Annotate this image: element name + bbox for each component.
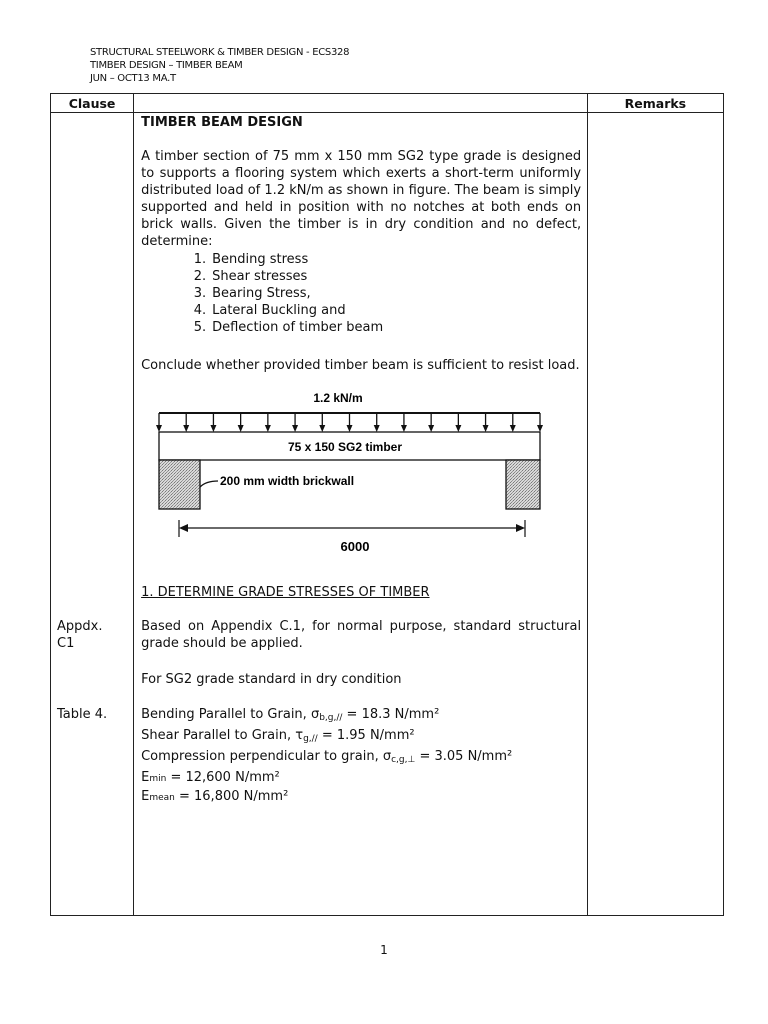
dim-left-arrow bbox=[179, 524, 188, 532]
left-brickwall bbox=[159, 460, 200, 509]
load-arrow-head bbox=[265, 425, 271, 432]
grade-stress-list bbox=[141, 706, 581, 807]
bending-stress-line: Bending Parallel to Grain, $\sigma_{b,g,//} = 18.3$ N/mm² bbox=[141, 707, 440, 723]
appendix-explanation: Based on Appendix C.1, for normal purpose, standard structural grade should be applied. bbox=[141, 619, 582, 651]
compression-stress-line: Compression perpendicular to grain, $\sigma_{c,g,\perp} = 3.05$ N/mm² bbox=[141, 749, 513, 765]
list-item: 5. Deflection of timber beam bbox=[193, 320, 384, 335]
page-number: 1 bbox=[380, 943, 388, 957]
section-title: TIMBER BEAM DESIGN bbox=[141, 115, 303, 130]
problem-statement: A timber section of 75 mm x 150 mm SG2 type grade is designed to supports a flooring system which exerts a short-term uniformly distributed load of 1.2 kN/m as shown in figure. The beam is simply supported and held in position with no notches at both ends on brick walls. Given the timber is in dry condition and no defect, determine: bbox=[141, 149, 582, 249]
load-arrow-head bbox=[455, 425, 461, 432]
main-column-header bbox=[134, 94, 588, 113]
clause-column-header: Clause bbox=[51, 94, 134, 113]
load-arrow-head bbox=[211, 425, 217, 432]
table-body-row bbox=[51, 113, 724, 916]
load-arrow-head bbox=[347, 425, 353, 432]
load-arrow-head bbox=[428, 425, 434, 432]
right-brickwall bbox=[506, 460, 540, 509]
emean-line: Emean = 16,800 N/mm² bbox=[141, 789, 289, 804]
wall-leader-line bbox=[200, 481, 218, 487]
load-arrow-head bbox=[319, 425, 325, 432]
clause-appendix: Appdx. C1 bbox=[57, 619, 103, 651]
design-table bbox=[50, 93, 724, 916]
clause-cell bbox=[51, 113, 134, 916]
clause-table4: Table 4. bbox=[57, 707, 108, 722]
load-arrow-head bbox=[510, 425, 516, 432]
list-item: 1. Bending stress bbox=[193, 252, 309, 267]
header-course: STRUCTURAL STEELWORK & TIMBER DESIGN - ECS328 bbox=[90, 47, 350, 58]
load-label: 1.2 kN/m bbox=[313, 391, 363, 405]
load-arrow-head bbox=[401, 425, 407, 432]
load-arrow-head bbox=[483, 425, 489, 432]
load-arrow-head bbox=[374, 425, 380, 432]
wall-label: 200 mm width brickwall bbox=[220, 474, 355, 488]
main-content-cell bbox=[134, 113, 588, 916]
dim-right-arrow bbox=[516, 524, 525, 532]
load-arrow-head bbox=[183, 425, 189, 432]
list-item: 2. Shear stresses bbox=[193, 269, 308, 284]
conclusion-instruction: Conclude whether provided timber beam is sufficient to resist load. bbox=[141, 358, 580, 373]
emin-line: Emin = 12,600 N/mm² bbox=[141, 770, 280, 785]
beam-figure bbox=[150, 389, 560, 557]
header-session: JUN – OCT13 MA.T bbox=[90, 73, 176, 84]
span-label: 6000 bbox=[340, 539, 370, 554]
header-topic: TIMBER DESIGN – TIMBER BEAM bbox=[90, 60, 243, 71]
table-header-row bbox=[51, 94, 724, 113]
load-arrow-head bbox=[156, 425, 162, 432]
shear-stress-line: Shear Parallel to Grain, $\tau_{g,//} = 1.95$ N/mm² bbox=[141, 728, 415, 744]
list-item: 4. Lateral Buckling and bbox=[193, 303, 346, 318]
load-arrows bbox=[156, 413, 543, 432]
remarks-cell bbox=[587, 113, 723, 916]
section-heading-grade-stresses: 1. DETERMINE GRADE STRESSES OF TIMBER bbox=[141, 585, 430, 600]
list-item: 3. Bearing Stress, bbox=[193, 286, 311, 301]
remarks-column-header: Remarks bbox=[587, 94, 723, 113]
load-arrow-head bbox=[238, 425, 244, 432]
load-arrow-head bbox=[292, 425, 298, 432]
grade-condition-text: For SG2 grade standard in dry condition bbox=[141, 672, 402, 687]
requirements-list bbox=[141, 251, 581, 336]
beam-label: 75 x 150 SG2 timber bbox=[288, 440, 403, 454]
load-arrow-head bbox=[537, 425, 543, 432]
document-header bbox=[90, 46, 349, 85]
